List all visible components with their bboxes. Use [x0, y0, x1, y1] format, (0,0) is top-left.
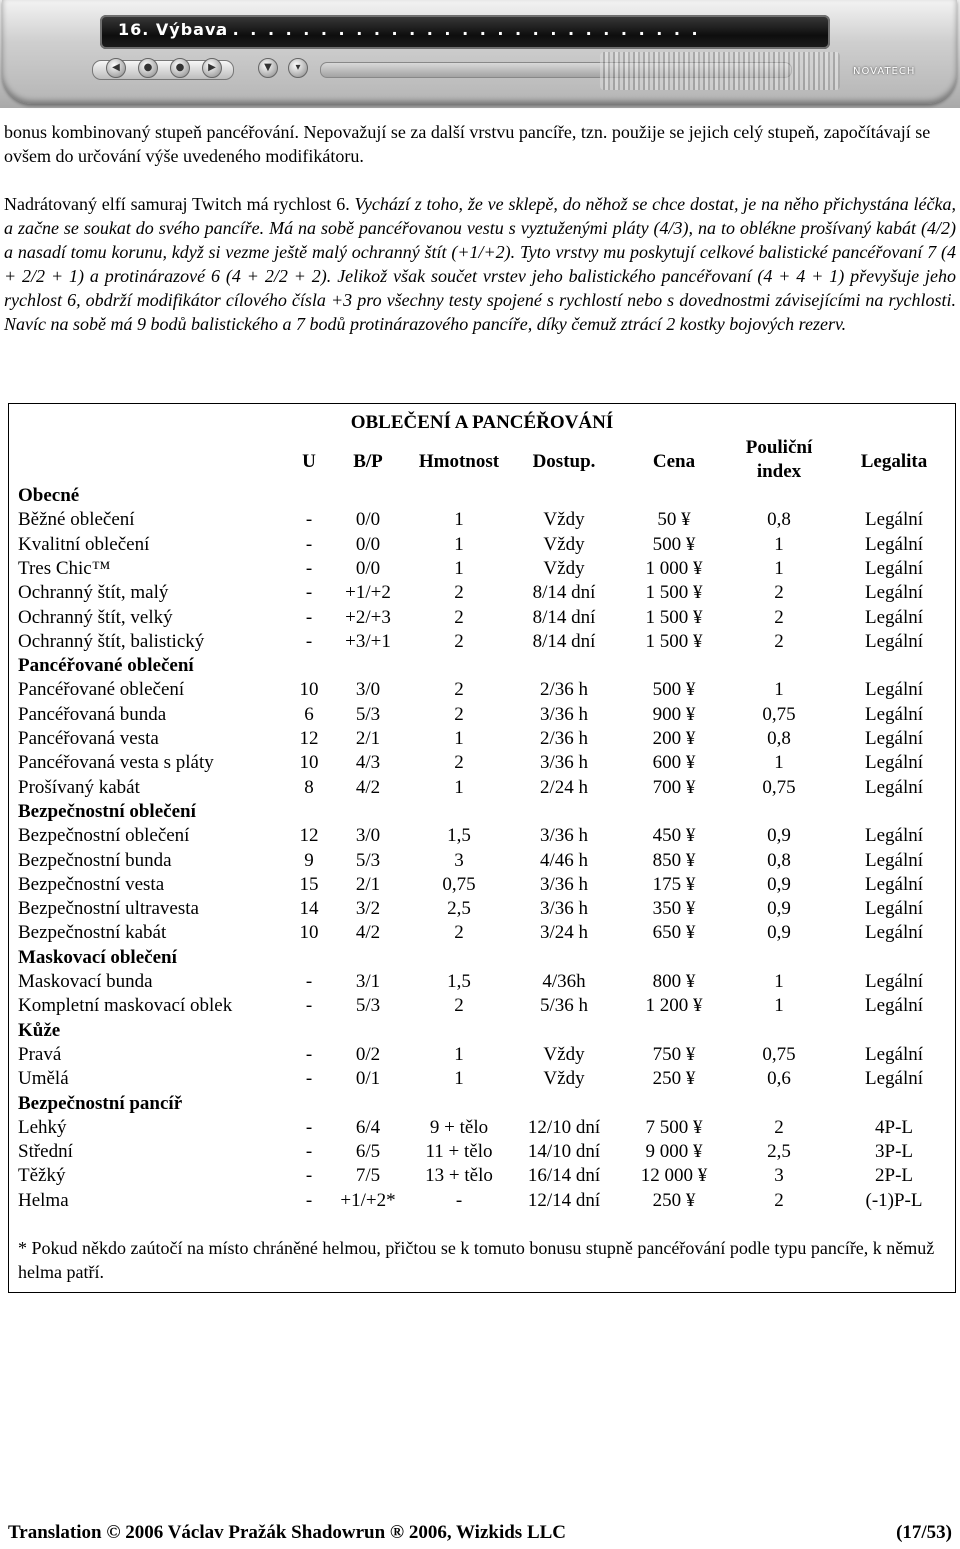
item-name: Prošívaný kabát — [18, 776, 140, 798]
table-cell: 50 ¥ — [657, 509, 691, 531]
table-cell: 4/3 — [355, 752, 381, 774]
table-cell: 450 ¥ — [652, 825, 696, 847]
table-row — [18, 994, 948, 1018]
table-cell: 1 — [454, 533, 464, 555]
table-row — [18, 1067, 948, 1091]
table-cell: Legální — [864, 1043, 924, 1065]
table-category: Bezpečnostní pancíř — [18, 1092, 183, 1114]
table-row — [18, 921, 948, 945]
col-header-street-index: Pouliční index — [745, 437, 813, 482]
table-row — [18, 557, 948, 581]
table-cell: 3/36 h — [539, 703, 589, 725]
title-dots: . . . . . . . . . . . . . . . . . . . . . . . . . . . . — [215, 20, 701, 39]
table-cell: Vždy — [543, 509, 585, 531]
table-row — [18, 703, 948, 727]
table-cell: 11 + tělo — [425, 1141, 493, 1163]
table-cell: 0,9 — [767, 873, 791, 895]
table-cell: 12/10 dní — [527, 1116, 601, 1138]
table-cell: 7 500 ¥ — [645, 1116, 703, 1138]
table-cell: 1 — [454, 776, 464, 798]
table-cell: 1 — [774, 995, 784, 1017]
table-cell: 2 — [774, 606, 784, 628]
table-cell: 5/3 — [355, 703, 381, 725]
table-cell: 1 — [774, 533, 784, 555]
table-cell: 4/36h — [542, 971, 586, 992]
table-cell: 1 — [774, 971, 784, 992]
record-icon: ● — [170, 58, 190, 78]
table-cell: 600 ¥ — [652, 752, 696, 774]
table-cell: 10 — [299, 922, 319, 944]
table-cell: 9 + tělo — [429, 1116, 489, 1138]
table-cell: Legální — [864, 606, 924, 628]
table-cell: Legální — [864, 995, 924, 1017]
table-cell: 3/36 h — [539, 825, 589, 847]
table-cell: 175 ¥ — [652, 873, 696, 895]
table-cell: 13 + tělo — [425, 1165, 493, 1187]
table-cell: 1 — [454, 728, 464, 749]
table-cell: - — [305, 971, 313, 992]
table-cell: 2 — [454, 630, 464, 652]
table-cell: 0/0 — [355, 509, 381, 531]
col-header-bp: B/P — [353, 451, 383, 472]
table-cell: Legální — [864, 533, 924, 555]
table-cell: 2/1 — [355, 728, 381, 749]
table-cell: 5/36 h — [539, 995, 589, 1017]
table-cell: 8/14 dní — [532, 606, 596, 628]
table-cell: 0/0 — [355, 557, 381, 579]
table-cell: 1,5 — [447, 825, 471, 847]
table-cell: 2 — [454, 703, 464, 725]
table-cell: 3/36 h — [539, 898, 589, 920]
table-cell: 0,9 — [767, 825, 791, 847]
table-cell: 2 — [454, 606, 464, 628]
table-cell: - — [305, 606, 313, 628]
table-cell: 3/0 — [355, 679, 381, 701]
page-header-banner — [0, 0, 960, 108]
table-cell: 8/14 dní — [532, 630, 596, 652]
table-cell: 1 — [454, 509, 464, 531]
item-name: Pravá — [18, 1043, 62, 1065]
item-name: Pancéřovaná vesta s pláty — [18, 752, 214, 774]
table-cell: +3/+1 — [345, 630, 391, 652]
table-cell: Legální — [864, 509, 924, 531]
table-cell: 14/10 dní — [527, 1141, 601, 1163]
rewind-icon: ◀ — [106, 58, 126, 78]
table-cell: 0,75 — [762, 1043, 796, 1065]
table-cell: 10 — [299, 752, 319, 774]
table-cell: 0,75 — [762, 703, 796, 725]
table-cell: 6 — [304, 703, 314, 725]
table-cell: 500 ¥ — [652, 533, 696, 555]
table-cell: 1 500 ¥ — [645, 606, 703, 628]
table-cell: 2P-L — [875, 1165, 913, 1187]
table-cell: Legální — [864, 873, 924, 895]
forward-icon: ▶ — [202, 58, 222, 78]
col-header-availability: Dostup. — [532, 451, 596, 472]
table-cell: 0,8 — [767, 509, 791, 531]
item-name: Ochranný štít, balistický — [18, 630, 205, 652]
table-cell: 0,75 — [762, 776, 796, 798]
stop-icon: ● — [138, 58, 158, 78]
table-cell: 2 — [454, 922, 464, 944]
table-cell: Legální — [864, 1068, 924, 1090]
table-category: Obecné — [18, 485, 80, 506]
table-cell: 3/36 h — [539, 873, 589, 895]
table-row — [18, 1116, 948, 1140]
item-name: Pancéřovaná vesta — [18, 728, 159, 749]
table-cell: Legální — [864, 898, 924, 920]
table-cell: 3/0 — [355, 825, 381, 847]
page-number: (17/53) — [896, 1522, 952, 1543]
table-cell: 12 — [299, 825, 319, 847]
table-row — [18, 581, 948, 605]
table-cell: 9 000 ¥ — [645, 1141, 703, 1163]
item-name: Bezpečnostní ultravesta — [18, 898, 199, 920]
table-cell: - — [305, 509, 313, 531]
table-cell: +1/+2* — [340, 1189, 396, 1211]
table-cell: (-1)P-L — [865, 1189, 923, 1211]
table-cell: 650 ¥ — [652, 922, 696, 944]
item-name: Bezpečnostní vesta — [18, 873, 165, 895]
col-header-u: U — [302, 451, 316, 472]
table-cell: 2,5 — [447, 898, 471, 920]
table-cell: 2 — [774, 1116, 784, 1138]
item-name: Pancéřovaná bunda — [18, 703, 167, 725]
table-cell: 2 — [774, 1189, 784, 1211]
footer-copyright: Translation © 2006 Václav Pražák Shadowrun ® 2006, Wizkids LLC — [8, 1522, 567, 1543]
table-cell: 2 — [454, 582, 464, 604]
table-cell: Vždy — [543, 1068, 585, 1090]
table-cell: 2/24 h — [539, 776, 589, 798]
table-cell: +1/+2 — [345, 582, 391, 604]
item-name: Běžné oblečení — [18, 509, 135, 531]
table-cell: 2/1 — [355, 873, 381, 895]
item-name: Tres Chic™ — [18, 557, 111, 579]
table-cell: 250 ¥ — [652, 1068, 696, 1090]
paragraph-example — [4, 192, 956, 336]
table-cell: 1 — [774, 557, 784, 579]
item-name: Těžký — [18, 1165, 66, 1187]
down-icon: ▾ — [288, 58, 308, 78]
table-row — [18, 824, 948, 848]
col-header-legality: Legalita — [860, 451, 928, 472]
table-cell: 500 ¥ — [652, 679, 696, 701]
table-row — [18, 970, 948, 994]
novatech-logo: NOVATECH — [853, 66, 916, 77]
table-cell: 3/36 h — [539, 752, 589, 774]
paragraph-armor-bonus: bonus kombinovaný stupeň pancéřování. Nepovažují se za další vrstvu pancíře, tzn. použije se jejich celý stupeň, započítávají se ovšem do určování výše uvedeného modifikátoru. — [4, 122, 931, 166]
table-cell: 2/36 h — [539, 728, 589, 749]
table-footnote: * Pokud někdo zaútočí na místo chráněné helmou, přičtou se k tomuto bonusu stupně pancéřování podle typu pancíře, k němuž helma patří. — [18, 1238, 935, 1282]
table-row — [18, 630, 948, 654]
table-cell: 1,5 — [447, 971, 471, 992]
table-row — [18, 873, 948, 897]
table-cell: 5/3 — [355, 849, 381, 871]
table-row — [18, 1189, 948, 1213]
table-cell: 14 — [299, 898, 319, 920]
item-name: Ochranný štít, malý — [18, 582, 169, 604]
table-cell: 6/5 — [355, 1141, 381, 1163]
table-cell: 0,9 — [767, 898, 791, 920]
table-cell: 1 200 ¥ — [645, 995, 703, 1017]
table-cell: 250 ¥ — [652, 1189, 696, 1211]
table-cell: 1 — [774, 752, 784, 774]
table-cell: 3P-L — [875, 1141, 913, 1163]
table-cell: 3/24 h — [539, 922, 589, 944]
table-cell: 1 500 ¥ — [645, 630, 703, 652]
table-cell: 850 ¥ — [652, 849, 696, 871]
table-cell: 1 — [454, 557, 464, 579]
table-cell: 5/3 — [355, 995, 381, 1017]
table-cell: 7/5 — [355, 1165, 381, 1187]
item-name: Maskovací bunda — [18, 971, 153, 992]
table-cell: - — [455, 1189, 463, 1211]
table-cell: 2/36 h — [539, 679, 589, 701]
table-cell: 0,8 — [767, 728, 791, 749]
table-cell: - — [305, 533, 313, 555]
item-name: Pancéřované oblečení — [18, 679, 185, 701]
table-cell: 8/14 dní — [532, 582, 596, 604]
table-row — [18, 849, 948, 873]
item-name: Helma — [18, 1189, 69, 1211]
table-cell: Vždy — [543, 1043, 585, 1065]
table-cell: 700 ¥ — [652, 776, 696, 798]
table-row — [18, 606, 948, 630]
table-cell: 3/1 — [355, 971, 381, 992]
table-cell: 4/2 — [355, 922, 381, 944]
item-name: Ochranný štít, velký — [18, 606, 173, 628]
item-name: Umělá — [18, 1068, 69, 1090]
table-cell: - — [305, 1189, 313, 1211]
item-name: Kvalitní oblečení — [18, 533, 150, 555]
table-row — [18, 1043, 948, 1067]
table-cell: 10 — [299, 679, 319, 701]
table-cell: Vždy — [543, 557, 585, 579]
table-cell: Legální — [864, 971, 924, 992]
table-row — [18, 897, 948, 921]
table-cell: - — [305, 1165, 313, 1187]
example-italic: Vychází z toho, že ve sklepě, do něhož se chce dostat, je na něho přichystána léčka, a začne se soukat do svého pancíře. Má na sobě pancéřovanou vestu s vyztuženými pláty (4/3), na to oblékne prošívaný kabát (4/2) a nasadí tomu korunu, když si vezme ještě malý ochranný štít (+1/+2). Tyto vrstvy mu poskytují celkové balistické pancéřovaní 7 (4 + 2/2 + 1) a protinárazové 6 (4 + 2/2 + 2). Jelikož však součet vrstev jeho balistického pancéřovaní (4 + 4 + 1) převyšuje jeho rychlost 6, obdrží modifikátor cílového čísla +3 pro všechny testy spojené s rychlostí nebo s dovednostmi závisejícími na rychlosti. Navíc na sobě má 9 bodů balistického a 7 bodů protinárazového pancíře, díky čemuž ztrácí 2 kostky bojových rezerv. — [4, 194, 957, 334]
table-cell: - — [305, 1043, 313, 1065]
table-cell: 12 — [299, 728, 319, 749]
table-cell: 0,8 — [767, 849, 791, 871]
table-cell: 0/1 — [355, 1068, 381, 1090]
table-row — [18, 727, 948, 751]
table-cell: 1 500 ¥ — [645, 582, 703, 604]
item-name: Lehký — [18, 1116, 67, 1138]
table-cell: Legální — [864, 728, 924, 749]
table-row — [18, 533, 948, 557]
table-cell: Legální — [864, 776, 924, 798]
table-cell: Legální — [864, 557, 924, 579]
table-cell: 12/14 dní — [527, 1189, 601, 1211]
table-cell: 3/2 — [355, 898, 381, 920]
item-name: Bezpečnostní bunda — [18, 849, 172, 871]
eject-icon: ▼ — [258, 58, 278, 78]
item-name: Bezpečnostní kabát — [18, 922, 167, 944]
table-cell: Legální — [864, 703, 924, 725]
table-cell: 2 — [454, 752, 464, 774]
table-row — [18, 776, 948, 800]
col-header-price: Cena — [652, 451, 696, 472]
table-cell: 12 000 ¥ — [640, 1165, 708, 1187]
table-cell: 1 — [454, 1068, 464, 1090]
table-cell: 800 ¥ — [652, 971, 696, 992]
table-category: Maskovací oblečení — [18, 946, 177, 968]
table-cell: - — [305, 582, 313, 604]
static-noise-decoration — [600, 52, 840, 90]
table-cell: 0,9 — [767, 922, 791, 944]
item-name: Kompletní maskovací oblek — [18, 995, 233, 1017]
table-cell: 2 — [454, 995, 464, 1017]
table-title: OBLEČENÍ A PANCÉŘOVÁNÍ — [350, 412, 614, 433]
table-cell: 4/46 h — [539, 849, 589, 871]
table-cell: 4P-L — [875, 1116, 913, 1138]
item-name: Střední — [18, 1141, 73, 1163]
table-row — [18, 678, 948, 702]
page-footer — [8, 1522, 952, 1544]
table-category: Bezpečnostní oblečení — [18, 800, 196, 822]
table-cell: - — [305, 1141, 313, 1163]
table-cell: 16/14 dní — [527, 1165, 601, 1187]
item-name: Bezpečnostní oblečení — [18, 825, 190, 847]
table-row — [18, 1140, 948, 1164]
table-cell: 0/0 — [355, 533, 381, 555]
table-cell: 15 — [299, 873, 319, 895]
table-cell: Legální — [864, 582, 924, 604]
table-cell: 6/4 — [355, 1116, 381, 1138]
table-cell: 200 ¥ — [652, 728, 696, 749]
table-category: Kůže — [18, 1019, 61, 1041]
table-cell: 3 — [454, 849, 464, 871]
table-cell: Legální — [864, 630, 924, 652]
table-cell: 1 000 ¥ — [645, 557, 703, 579]
table-cell: 0/2 — [355, 1043, 381, 1065]
table-cell: +2/+3 — [345, 606, 391, 628]
table-cell: 750 ¥ — [652, 1043, 696, 1065]
table-cell: - — [305, 995, 313, 1017]
table-cell: - — [305, 630, 313, 652]
table-cell: 1 — [774, 679, 784, 701]
col-header-weight: Hmotnost — [418, 451, 500, 472]
table-cell: 9 — [304, 849, 314, 871]
table-cell: 0,6 — [767, 1068, 791, 1090]
table-cell: - — [305, 557, 313, 579]
table-cell: Legální — [864, 922, 924, 944]
table-cell: Legální — [864, 825, 924, 847]
table-cell: 3 — [774, 1165, 784, 1187]
table-cell: Legální — [864, 849, 924, 871]
table-row — [18, 751, 948, 775]
armor-table — [8, 403, 956, 1293]
table-category: Pancéřované oblečení — [18, 655, 194, 677]
table-cell: 2 — [774, 630, 784, 652]
table-cell: 350 ¥ — [652, 898, 696, 920]
table-cell: Vždy — [543, 533, 585, 555]
table-cell: - — [305, 1116, 313, 1138]
table-cell: 2,5 — [767, 1141, 791, 1163]
table-cell: Legální — [864, 679, 924, 701]
table-cell: 0,75 — [442, 873, 476, 895]
table-cell: 900 ¥ — [652, 703, 696, 725]
table-row — [18, 1164, 948, 1188]
chapter-title: 16. Výbava — [118, 20, 229, 39]
table-cell: - — [305, 1068, 313, 1090]
table-cell: 2 — [774, 582, 784, 604]
table-cell: 2 — [454, 679, 464, 701]
table-cell: Legální — [864, 752, 924, 774]
table-cell: 8 — [304, 776, 314, 798]
table-cell: 1 — [454, 1043, 464, 1065]
table-cell: 4/2 — [355, 776, 381, 798]
example-lead: Nadrátovaný elfí samuraj Twitch má rychlost 6. — [4, 194, 355, 214]
table-row — [18, 508, 948, 532]
